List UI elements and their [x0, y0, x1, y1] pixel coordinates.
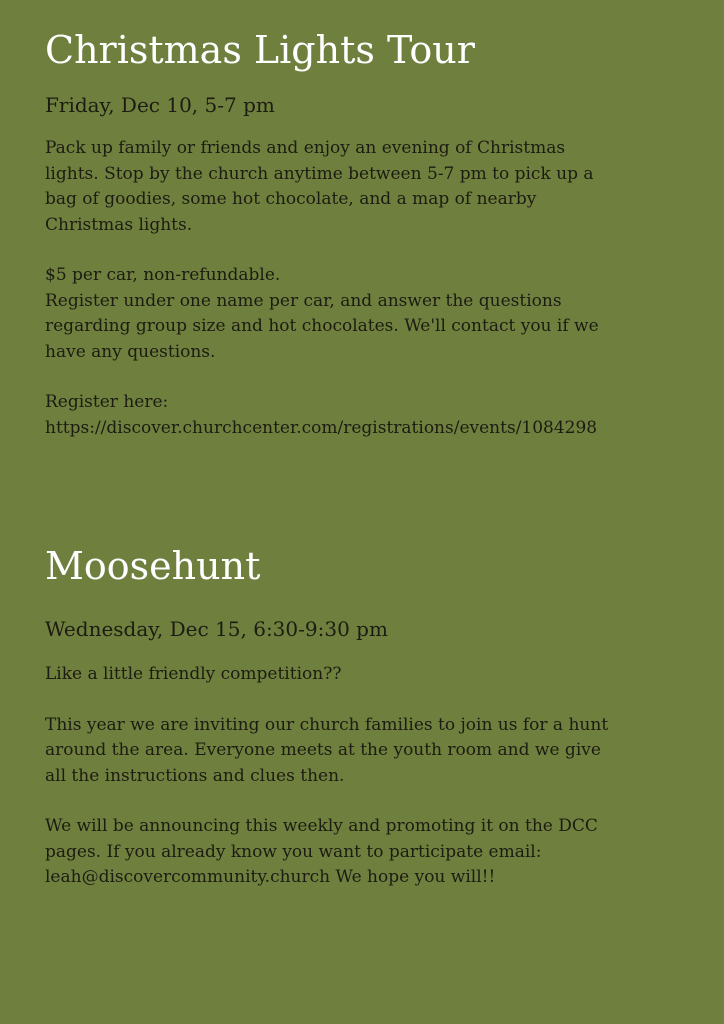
event-intro — [45, 662, 684, 688]
event-date: Wednesday, Dec 15, 6:30-9:30 pm — [45, 617, 388, 641]
text-line: bag of goodies, some hot chocolate, and a map of nearby — [45, 189, 537, 209]
text-line: all the instructions and clues then. — [45, 765, 345, 786]
registration-link[interactable]: https://discover.churchcenter.com/registrations/events/1084298 — [45, 417, 598, 438]
event-date: Friday, Dec 10, 5-7 pm — [45, 93, 275, 117]
text-line: have any questions. — [45, 341, 216, 362]
pricing-info — [45, 263, 684, 365]
text-line: leah@discovercommunity.church We hope you will!! — [45, 867, 496, 887]
text-line: regarding group size and hot chocolates. We'll contact you if we — [45, 316, 599, 336]
text-line: around the area. Everyone meets at the youth room and we give — [45, 740, 601, 760]
moosehunt-event — [45, 544, 684, 891]
christmas-lights-tour-event — [45, 28, 684, 441]
text-line: Christmas lights. — [45, 214, 193, 235]
text-line: pages. If you already know you want to participate email: — [45, 841, 542, 862]
event-description — [45, 713, 684, 790]
text-line: $5 per car, non-refundable. — [45, 265, 281, 285]
register-label: Register here: — [45, 392, 169, 412]
contact-info — [45, 814, 684, 891]
text-line: Like a little friendly competition?? — [45, 664, 342, 684]
text-line: Register under one name per car, and answer the questions — [45, 290, 562, 311]
event-title: Moosehunt — [45, 544, 261, 588]
text-line: This year we are inviting our church families to join us for a hunt — [45, 714, 609, 735]
text-line: Pack up family or friends and enjoy an evening of Christmas — [45, 138, 566, 158]
text-line: We will be announcing this weekly and promoting it on the DCC — [45, 816, 598, 836]
event-description — [45, 136, 684, 238]
event-title: Christmas Lights Tour — [45, 28, 475, 72]
registration-info — [45, 390, 684, 441]
text-line: lights. Stop by the church anytime between 5-7 pm to pick up a — [45, 163, 594, 184]
